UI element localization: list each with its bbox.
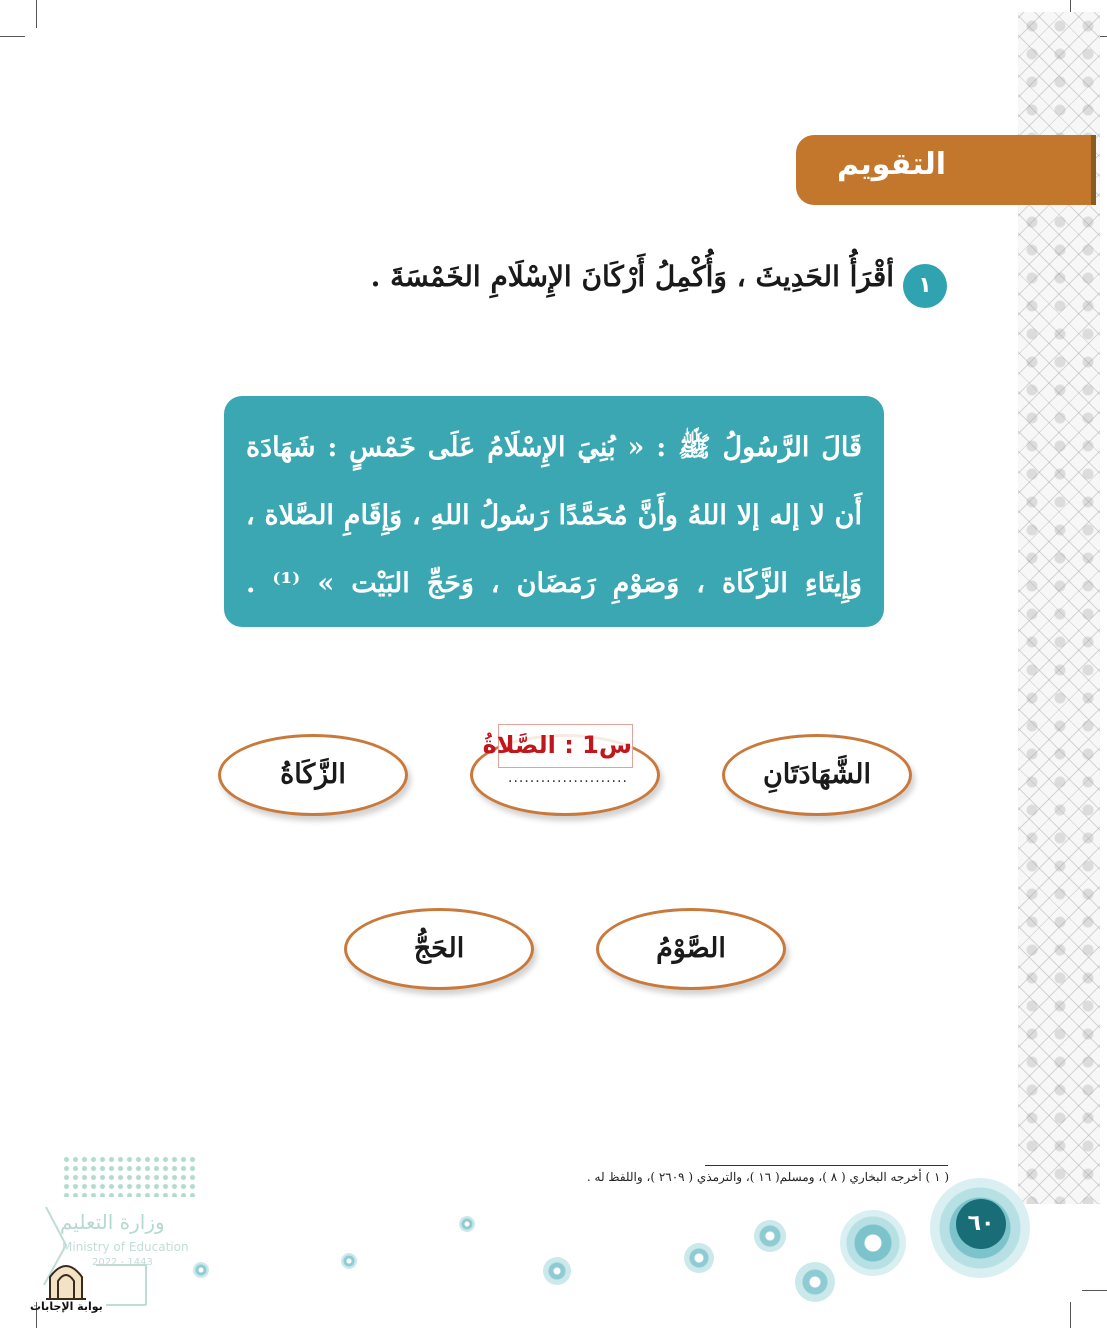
pillar-zakah: الزَّكَاةُ	[218, 734, 408, 816]
rosette-decoration	[543, 1257, 571, 1285]
page-number: ٦٠	[956, 1199, 1006, 1249]
ministry-logo-year: 2022 - 1443	[92, 1257, 153, 1268]
question-text: أقْرَأُ الحَدِيثَ ، وَأُكْمِلُ أَرْكَانَ الإِسْلَامِ الخَمْسَةَ .	[370, 260, 894, 293]
footnote: ( ١ ) أخرجه البخاري ( ٨ )، ومسلم( ١٦ )، والترمذي ( ٢٦٠٩ )، واللفظ له .	[586, 1170, 949, 1184]
pillar-sawm: الصَّوْمُ	[596, 908, 786, 990]
answer-box: س1 : الصَّلاةُ	[498, 724, 633, 768]
footnote-rule	[705, 1165, 948, 1166]
watermark-label: بوابة الإجابات	[30, 1300, 103, 1313]
crop-mark	[0, 36, 25, 37]
rosette-decoration	[459, 1216, 475, 1232]
question-number-badge: ١	[903, 264, 947, 308]
rosette-decoration	[684, 1243, 714, 1273]
rosette-decoration	[795, 1262, 835, 1302]
rosette-decoration	[754, 1220, 786, 1252]
pillar-hajj: الحَجُّ	[344, 908, 534, 990]
hadith-line-1: قَالَ الرَّسُولُ ﷺ : « بُنِيَ الإِسْلَامُ عَلَى خَمْسٍ : شَهَادَة	[246, 432, 862, 463]
pillar-shahadatan: الشَّهَادَتَانِ	[722, 734, 912, 816]
ministry-logo-english: Ministry of Education	[62, 1240, 189, 1254]
ministry-logo-dots	[62, 1155, 197, 1197]
hadith-line-3: وَإِيتَاءِ الزَّكَاة ، وَصَوْمِ رَمَضَان ، وَحَجِّ البَيْت » ⁽¹⁾ .	[246, 568, 862, 599]
section-title: التقويم	[837, 147, 946, 182]
hadith-line-2: أَن لا إله إلا اللهُ وأَنَّ مُحَمَّدًا رَسُولُ اللهِ ، وَإِقَامِ الصَّلاة ،	[246, 500, 862, 531]
rosette-decoration	[840, 1210, 906, 1276]
hadith-box	[224, 396, 884, 627]
answer-dotted-line: ......................	[508, 770, 628, 786]
rosette-decoration	[341, 1253, 357, 1269]
crop-mark	[36, 0, 37, 28]
ministry-logo-arabic: وزارة التعليم	[60, 1210, 165, 1234]
crop-mark	[1082, 1290, 1107, 1291]
section-header-tab	[796, 135, 1096, 205]
mosque-watermark-icon	[44, 1255, 88, 1301]
rosette-decoration	[193, 1262, 209, 1278]
crop-mark	[1070, 1302, 1071, 1328]
